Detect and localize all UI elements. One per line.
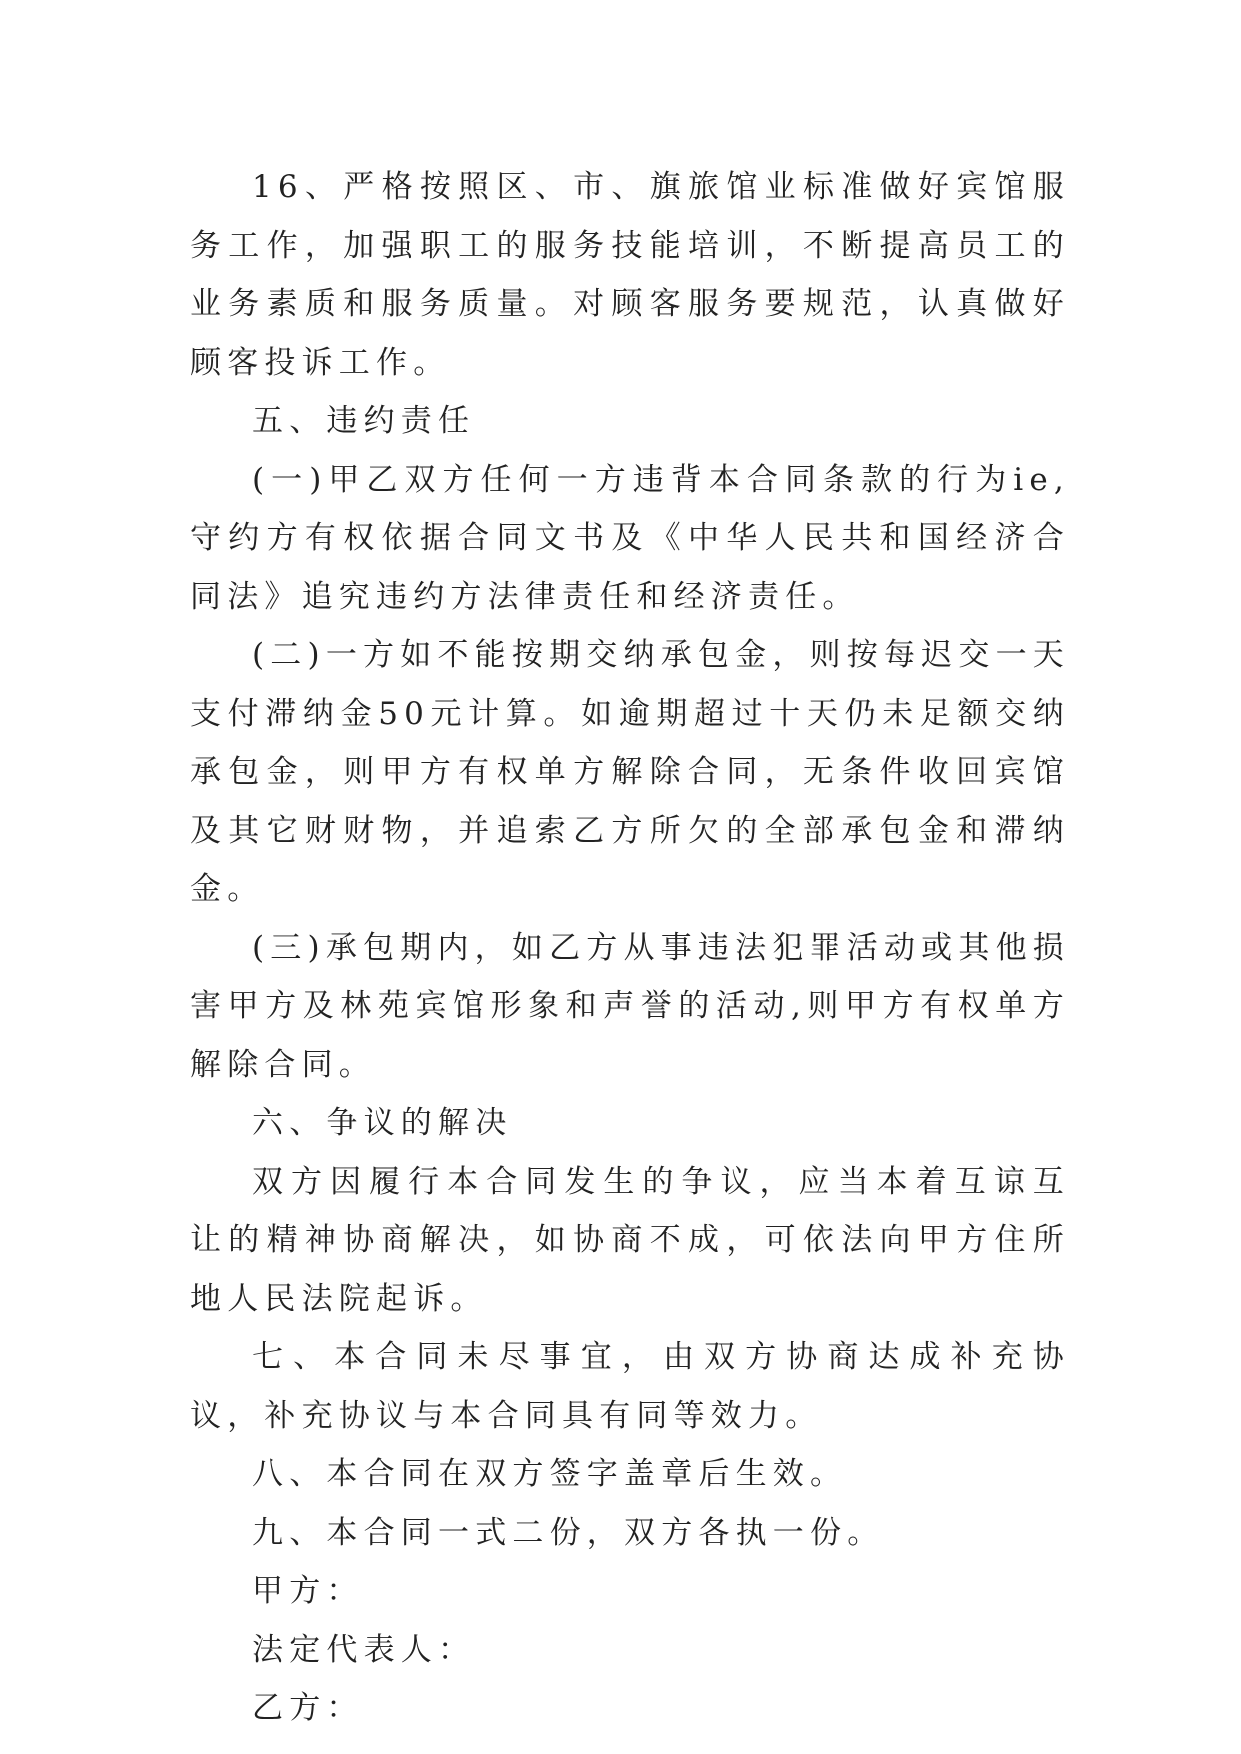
document-body <box>190 158 1070 1738</box>
paragraph-dispute: 双方因履行本合同发生的争议，应当本着互谅互让的精神协商解决，如协商不成，可依法向甲方住所地人民法院起诉。 <box>190 1163 1070 1317</box>
paragraph-effective: 八、本合同在双方签字盖章后生效。 <box>252 1456 848 1492</box>
heading-dispute-resolution: 六、争议的解决 <box>252 1105 513 1141</box>
party-b-label: 乙方： <box>252 1690 364 1726</box>
party-a-label: 甲方： <box>252 1573 364 1609</box>
legal-representative-label: 法定代表人： <box>252 1631 476 1668</box>
paragraph-service-standards: 16、严格按照区、市、旗旅馆业标准做好宾馆服务工作，加强职工的服务技能培训，不断提高员工的业务素质和服务质量。对顾客服务要规范，认真做好顾客投诉工作。 <box>190 169 1070 381</box>
heading-breach-liability: 五、违约责任 <box>252 403 476 439</box>
paragraph-supplementary: 七、本合同未尽事宜，由双方协商达成补充协议，补充协议与本合同具有同等效力。 <box>190 1339 1070 1434</box>
paragraph-copies: 九、本合同一式二份，双方各执一份。 <box>252 1514 885 1551</box>
paragraph-breach-2: (二)一方如不能按期交纳承包金，则按每迟交一天支付滞纳金50元计算。如逾期超过十天仍未足额交纳承包金，则甲方有权单方解除合同，无条件收回宾馆及其它财财物，并追索乙方所欠的全部承包金和滞纳金。 <box>190 637 1070 907</box>
paragraph-breach-1: (一)甲乙双方任何一方违背本合同条款的行为ie,守约方有权依据合同文书及《中华人民共和国经济合同法》追究违约方法律责任和经济责任。 <box>190 461 1070 615</box>
paragraph-breach-3: (三)承包期内，如乙方从事违法犯罪活动或其他损害甲方及林苑宾馆形象和声誉的活动,则甲方有权单方解除合同。 <box>190 929 1070 1083</box>
